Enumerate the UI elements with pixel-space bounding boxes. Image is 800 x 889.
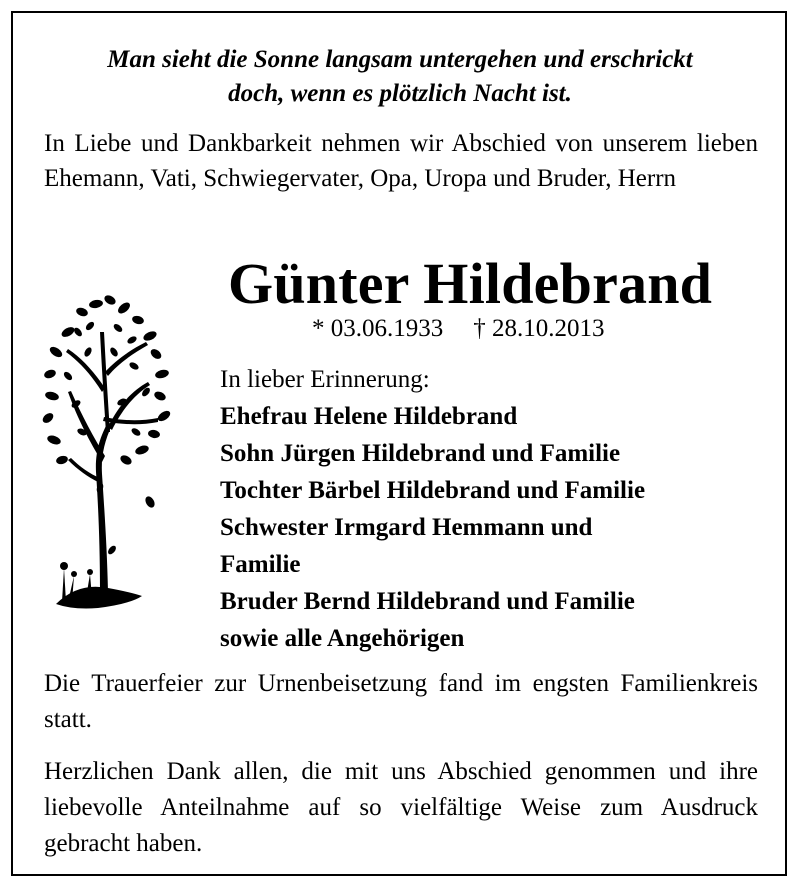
- thanks-text: Herzlichen Dank allen, die mit uns Abschied genommen und ihre liebevolle Anteilnahme auf so vielfältige Weise zum Ausdruck gebracht haben.: [44, 758, 758, 857]
- tree-silhouette-icon: [38, 292, 178, 622]
- life-dates: [312, 312, 605, 346]
- motto-line-2: doch, wenn es plötzlich Nacht ist.: [228, 80, 572, 107]
- deceased-name: Günter Hildebrand: [228, 251, 713, 316]
- intro-text: In Liebe und Dankbarkeit nehmen wir Abschied von unserem lieben Ehemann, Vati, Schwiegervater, Opa, Uropa und Bruder, Herrn: [44, 130, 758, 192]
- mourner-line: Bruder Bernd Hildebrand und Familie: [220, 588, 635, 615]
- mourner-line: sowie alle Angehörigen: [220, 625, 465, 652]
- mourner-line: Schwester Irmgard Hemmann und: [220, 514, 593, 541]
- mourner-line: Sohn Jürgen Hildebrand und Familie: [220, 440, 621, 467]
- motto-line-1: Man sieht die Sonne langsam untergehen und erschrickt: [107, 46, 693, 73]
- mourners-list: [220, 398, 740, 657]
- motto-quote: [40, 43, 760, 111]
- death-date: † 28.10.2013: [473, 315, 605, 342]
- funeral-note: Die Trauerfeier zur Urnenbeisetzung fand im engsten Familienkreis statt.: [44, 670, 758, 733]
- mourner-line: Ehefrau Helene Hildebrand: [220, 403, 518, 430]
- mourner-line: Tochter Bärbel Hildebrand und Familie: [220, 477, 646, 504]
- remembrance-label: In lieber Erinnerung:: [220, 366, 430, 393]
- mourner-line: Familie: [220, 551, 301, 578]
- birth-date: * 03.06.1933: [312, 315, 444, 342]
